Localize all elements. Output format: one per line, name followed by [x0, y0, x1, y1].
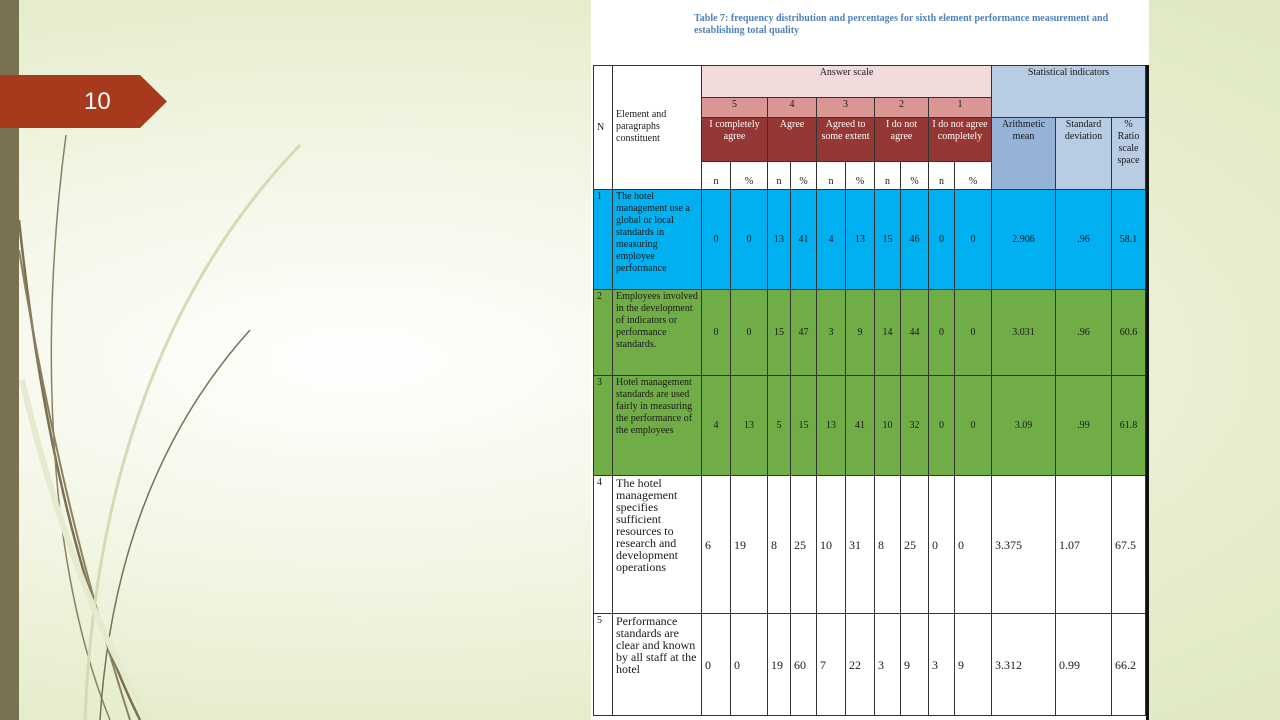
cell: 0	[929, 376, 955, 476]
row-element: Employees involved in the development of indicators or performance standards.	[613, 290, 702, 376]
cell: 3	[875, 614, 901, 716]
pct-label: %	[791, 162, 817, 190]
cell: 0	[731, 614, 768, 716]
scale-label: I do not agree completely	[929, 118, 992, 162]
stat-label: Arithmetic mean	[992, 118, 1056, 190]
scale-number: 1	[929, 98, 992, 118]
cell: 13	[846, 190, 875, 290]
ratio-cell: 67.5	[1112, 476, 1146, 614]
row-element: The hotel management use a global or local standards in measuring employee performance	[613, 190, 702, 290]
cell: 15	[875, 190, 901, 290]
cell: 0	[955, 376, 992, 476]
cell: 4	[702, 376, 731, 476]
cell: 0	[955, 290, 992, 376]
cell: 4	[817, 190, 846, 290]
sd-cell: .99	[1056, 376, 1112, 476]
cell: 9	[955, 614, 992, 716]
table-row	[594, 614, 1146, 716]
cell: 19	[768, 614, 791, 716]
ratio-cell: 66.2	[1112, 614, 1146, 716]
cell: 13	[731, 376, 768, 476]
scale-number: 3	[817, 98, 875, 118]
scale-number: 4	[768, 98, 817, 118]
mean-cell: 3.375	[992, 476, 1056, 614]
header-n: N	[594, 66, 613, 190]
cell: 13	[817, 376, 846, 476]
cell: 14	[875, 290, 901, 376]
cell: 15	[768, 290, 791, 376]
pct-label: %	[846, 162, 875, 190]
cell: 31	[846, 476, 875, 614]
cell: 0	[702, 614, 731, 716]
sd-cell: 0.99	[1056, 614, 1112, 716]
mean-cell: 3.09	[992, 376, 1056, 476]
cell: 0	[702, 190, 731, 290]
cell: 47	[791, 290, 817, 376]
cell: 22	[846, 614, 875, 716]
table-row	[594, 476, 1146, 614]
table-row	[594, 190, 1146, 290]
row-number: 2	[594, 290, 613, 376]
row-number: 5	[594, 614, 613, 716]
cell: 0	[929, 290, 955, 376]
stat-label: % Ratio scale space	[1112, 118, 1146, 190]
cell: 25	[901, 476, 929, 614]
ratio-cell: 60.6	[1112, 290, 1146, 376]
cell: 19	[731, 476, 768, 614]
cell: 8	[875, 476, 901, 614]
cell: 5	[768, 376, 791, 476]
scale-label: Agree	[768, 118, 817, 162]
cell: 32	[901, 376, 929, 476]
ratio-cell: 58.1	[1112, 190, 1146, 290]
table-row	[594, 290, 1146, 376]
cell: 25	[791, 476, 817, 614]
table-row	[594, 376, 1146, 476]
cell: 0	[955, 190, 992, 290]
mean-cell: 3.031	[992, 290, 1056, 376]
ratio-cell: 61.8	[1112, 376, 1146, 476]
cell: 9	[901, 614, 929, 716]
sd-cell: .96	[1056, 290, 1112, 376]
row-element: The hotel management specifies sufficient resources to research and development operations	[613, 476, 702, 614]
table-right-border	[1146, 65, 1149, 720]
cell: 9	[846, 290, 875, 376]
n-label: n	[929, 162, 955, 190]
header-element: Element and paragraphs constituent	[613, 66, 702, 190]
row-number: 4	[594, 476, 613, 614]
cell: 0	[731, 190, 768, 290]
mean-cell: 2.906	[992, 190, 1056, 290]
n-label: n	[875, 162, 901, 190]
row-element: Hotel management standards are used fairly in measuring the performance of the employees	[613, 376, 702, 476]
mean-cell: 3.312	[992, 614, 1056, 716]
cell: 41	[791, 190, 817, 290]
scale-label: Agreed to some extent	[817, 118, 875, 162]
header-answer-scale: Answer scale	[702, 66, 992, 98]
scale-number: 2	[875, 98, 929, 118]
slide-number: 10	[84, 88, 111, 115]
cell: 15	[791, 376, 817, 476]
cell: 0	[929, 476, 955, 614]
cell: 0	[955, 476, 992, 614]
sd-cell: .96	[1056, 190, 1112, 290]
cell: 3	[817, 290, 846, 376]
pct-label: %	[731, 162, 768, 190]
cell: 0	[702, 290, 731, 376]
stat-label: Standard deviation	[1056, 118, 1112, 190]
n-label: n	[768, 162, 791, 190]
table-caption: Table 7: frequency distribution and percentages for sixth element performance measurement and establishing total quality	[694, 13, 1109, 36]
scale-label: I completely agree	[702, 118, 768, 162]
header-statistical-indicators: Statistical indicators	[992, 66, 1146, 118]
cell: 44	[901, 290, 929, 376]
cell: 60	[791, 614, 817, 716]
cell: 7	[817, 614, 846, 716]
pct-label: %	[955, 162, 992, 190]
document-image	[591, 0, 1149, 720]
cell: 10	[875, 376, 901, 476]
row-element: Performance standards are clear and known by all staff at the hotel	[613, 614, 702, 716]
cell: 10	[817, 476, 846, 614]
cell: 46	[901, 190, 929, 290]
cell: 3	[929, 614, 955, 716]
cell: 8	[768, 476, 791, 614]
cell: 13	[768, 190, 791, 290]
cell: 6	[702, 476, 731, 614]
pct-label: %	[901, 162, 929, 190]
scale-number: 5	[702, 98, 768, 118]
row-number: 3	[594, 376, 613, 476]
scale-label: I do not agree	[875, 118, 929, 162]
n-label: n	[817, 162, 846, 190]
n-label: n	[702, 162, 731, 190]
row-number: 1	[594, 190, 613, 290]
cell: 0	[929, 190, 955, 290]
cell: 41	[846, 376, 875, 476]
frequency-table	[593, 65, 1146, 716]
cell: 0	[731, 290, 768, 376]
sd-cell: 1.07	[1056, 476, 1112, 614]
